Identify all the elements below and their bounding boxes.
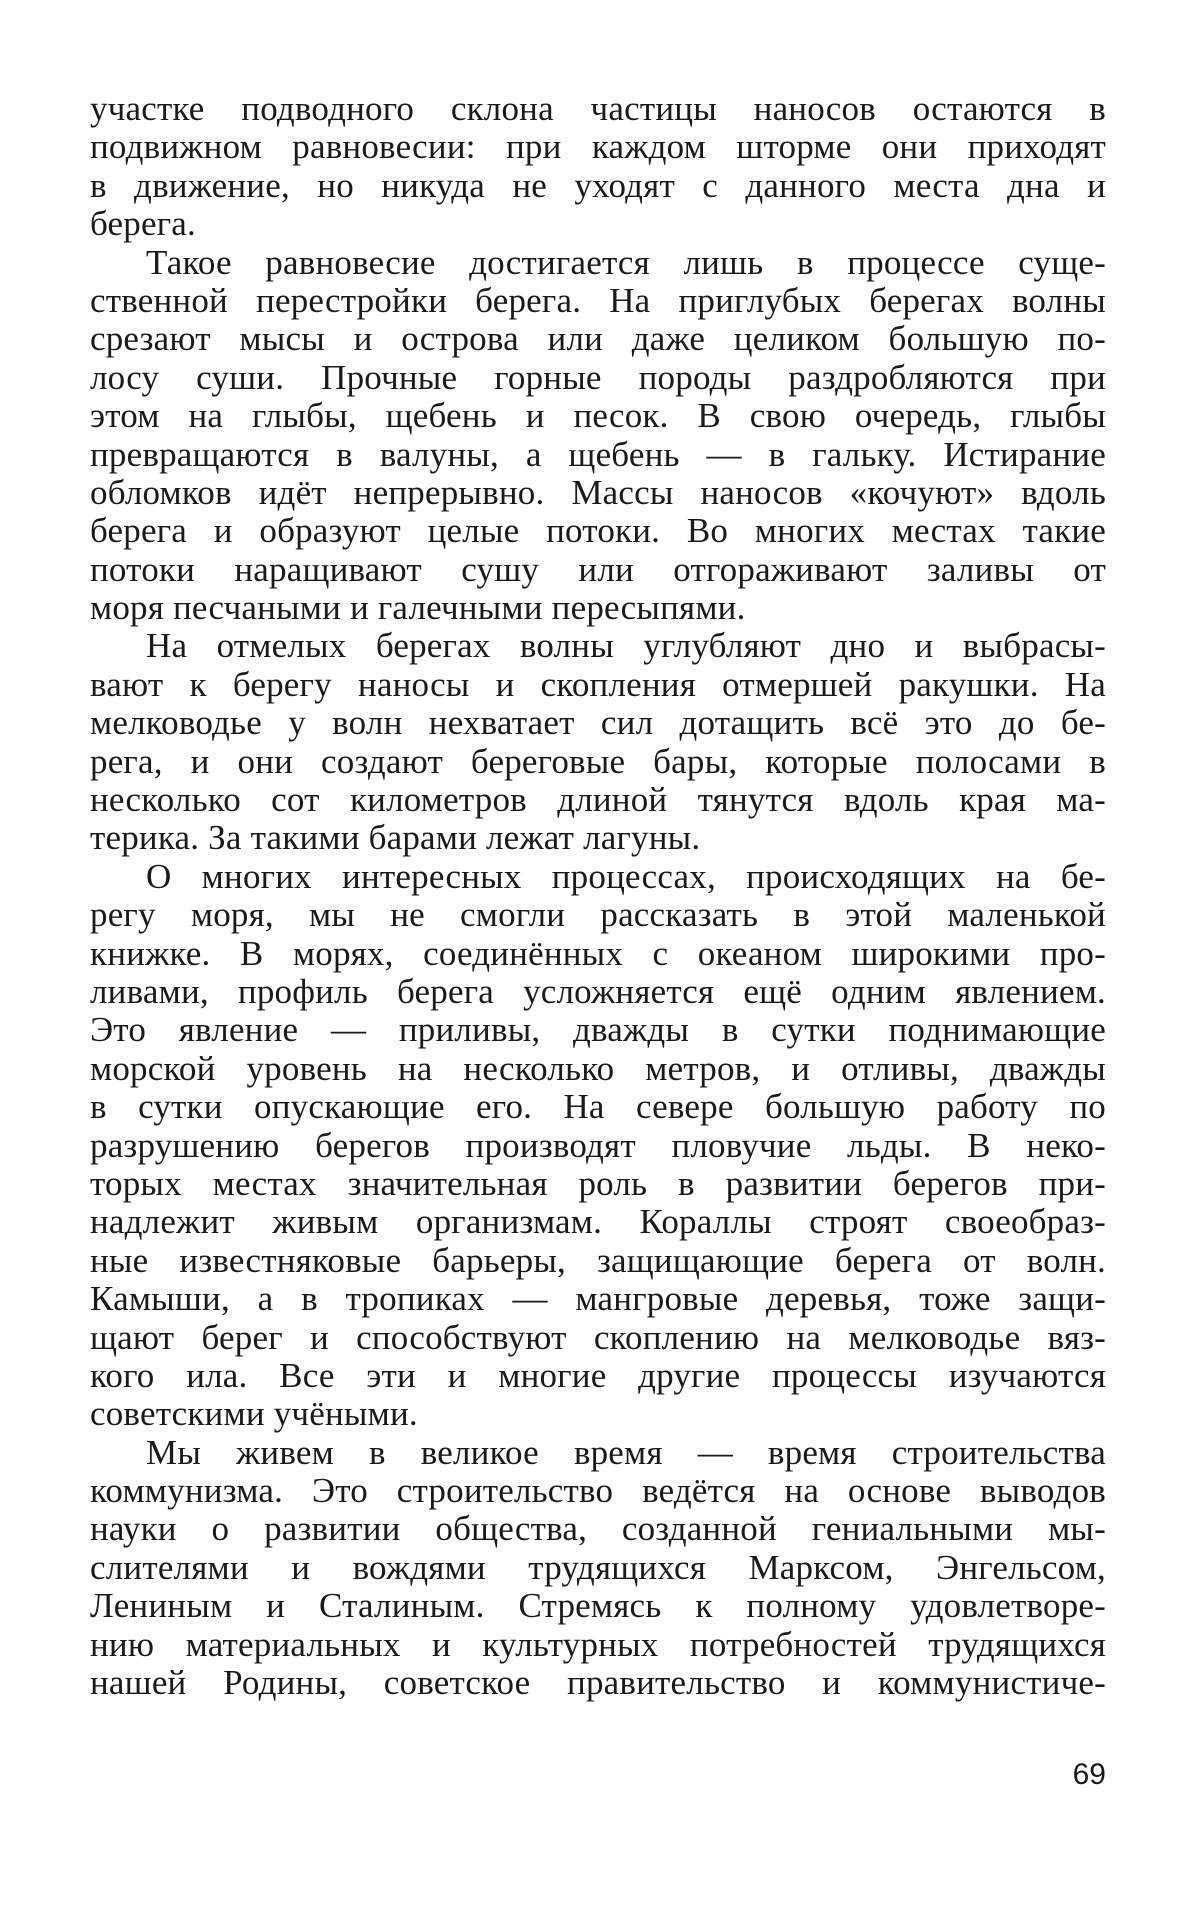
text-line: мелководье у волн нехватает сил дотащить всё это до бе- [90, 703, 1106, 743]
text-line: регу моря, мы не смогли рассказать в этой маленькой [90, 895, 1106, 935]
text-line: Такое равновесие достигается лишь в процессе суще- [146, 242, 1106, 282]
text-line: На отмелых берегах волны углубляют дно и выбрасы- [146, 626, 1106, 666]
paragraph [90, 90, 1106, 244]
text-line: этом на глыбы, щебень и песок. В свою очередь, глыбы [90, 396, 1106, 436]
text-line: коммунизма. Это строительство ведётся на основе выводов [90, 1471, 1106, 1511]
text-line: советскими учёными. [90, 1394, 418, 1434]
text-line: О многих интересных процессах, происходящих на бе- [146, 856, 1106, 896]
text-line: ные известняковые барьеры, защищающие берега от волн. [90, 1240, 1106, 1280]
page-number: 69 [1072, 1758, 1106, 1791]
text-line: обломков идёт непрерывно. Массы наносов «кочуют» вдоль [90, 472, 1106, 512]
text-line: берега и образуют целые потоки. Во многих местах такие [90, 511, 1106, 551]
text-line: в сутки опускающие его. На севере большую работу по [90, 1087, 1106, 1127]
text-line: слителями и вождями трудящихся Марксом, Энгельсом, [90, 1547, 1106, 1587]
text-line: щают берег и способствуют скоплению на мелководье вяз- [90, 1317, 1106, 1357]
text-line: вают к берегу наносы и скопления отмершей ракушки. На [90, 664, 1106, 704]
text-line: срезают мысы и острова или даже целиком большую по- [90, 319, 1106, 359]
text-line: в движение, но никуда не уходят с данного места дна и [90, 165, 1106, 205]
paragraph [90, 244, 1106, 628]
text-line: берега. [90, 204, 196, 244]
text-line: кого ила. Все эти и многие другие процессы изучаются [90, 1355, 1106, 1395]
text-line: Мы живем в великое время — время строительства [146, 1432, 1106, 1472]
text-line: ливами, профиль берега усложняется ещё одним явлением. [90, 971, 1106, 1011]
text-line: лосу суши. Прочные горные породы раздробляются при [90, 357, 1106, 397]
text-line: моря песчаными и галечными пересыпями. [90, 588, 746, 628]
text-line: книжке. В морях, соединённых с океаном широкими про- [90, 933, 1106, 973]
text-line: несколько сот километров длиной тянутся вдоль края ма- [90, 780, 1106, 820]
paragraph [90, 1434, 1106, 1703]
text-line: торых местах значительная роль в развитии берегов при- [90, 1163, 1106, 1203]
text-line: надлежит живым организмам. Кораллы строят своеобраз- [90, 1202, 1106, 1242]
text-line: участке подводного склона частицы наносов остаются в [90, 89, 1106, 128]
text-line: терика. За такими барами лежат лагуны. [90, 818, 701, 858]
text-line: превращаются в валуны, а щебень — в гальку. Истирание [90, 434, 1106, 474]
text-line: науки о развитии общества, созданной гениальными мы- [90, 1509, 1106, 1549]
text-line: потоки наращивают сушу или отгораживают заливы от [90, 549, 1106, 589]
text-line: нию материальных и культурных потребностей трудящихся [90, 1624, 1106, 1664]
text-line: разрушению берегов производят пловучие льды. В неко- [90, 1125, 1106, 1165]
text-line: ственной перестройки берега. На приглубых берегах волны [90, 280, 1106, 320]
text-line: Это явление — приливы, дважды в сутки поднимающие [90, 1010, 1106, 1050]
text-line: Камыши, а в тропиках — мангровые деревья, тоже защи- [90, 1279, 1106, 1319]
text-line: рега, и они создают береговые бары, которые полосами в [90, 741, 1106, 781]
text-line: нашей Родины, советское правительство и коммунистиче- [90, 1663, 1106, 1703]
text-line: Лениным и Сталиным. Стремясь к полному удовлетворе- [90, 1586, 1106, 1626]
document-page [90, 90, 1106, 1702]
paragraph [90, 858, 1106, 1434]
text-line: подвижном равновесии: при каждом шторме они приходят [90, 127, 1106, 167]
paragraph [90, 627, 1106, 857]
text-line: морской уровень на несколько метров, и отливы, дважды [90, 1048, 1106, 1088]
